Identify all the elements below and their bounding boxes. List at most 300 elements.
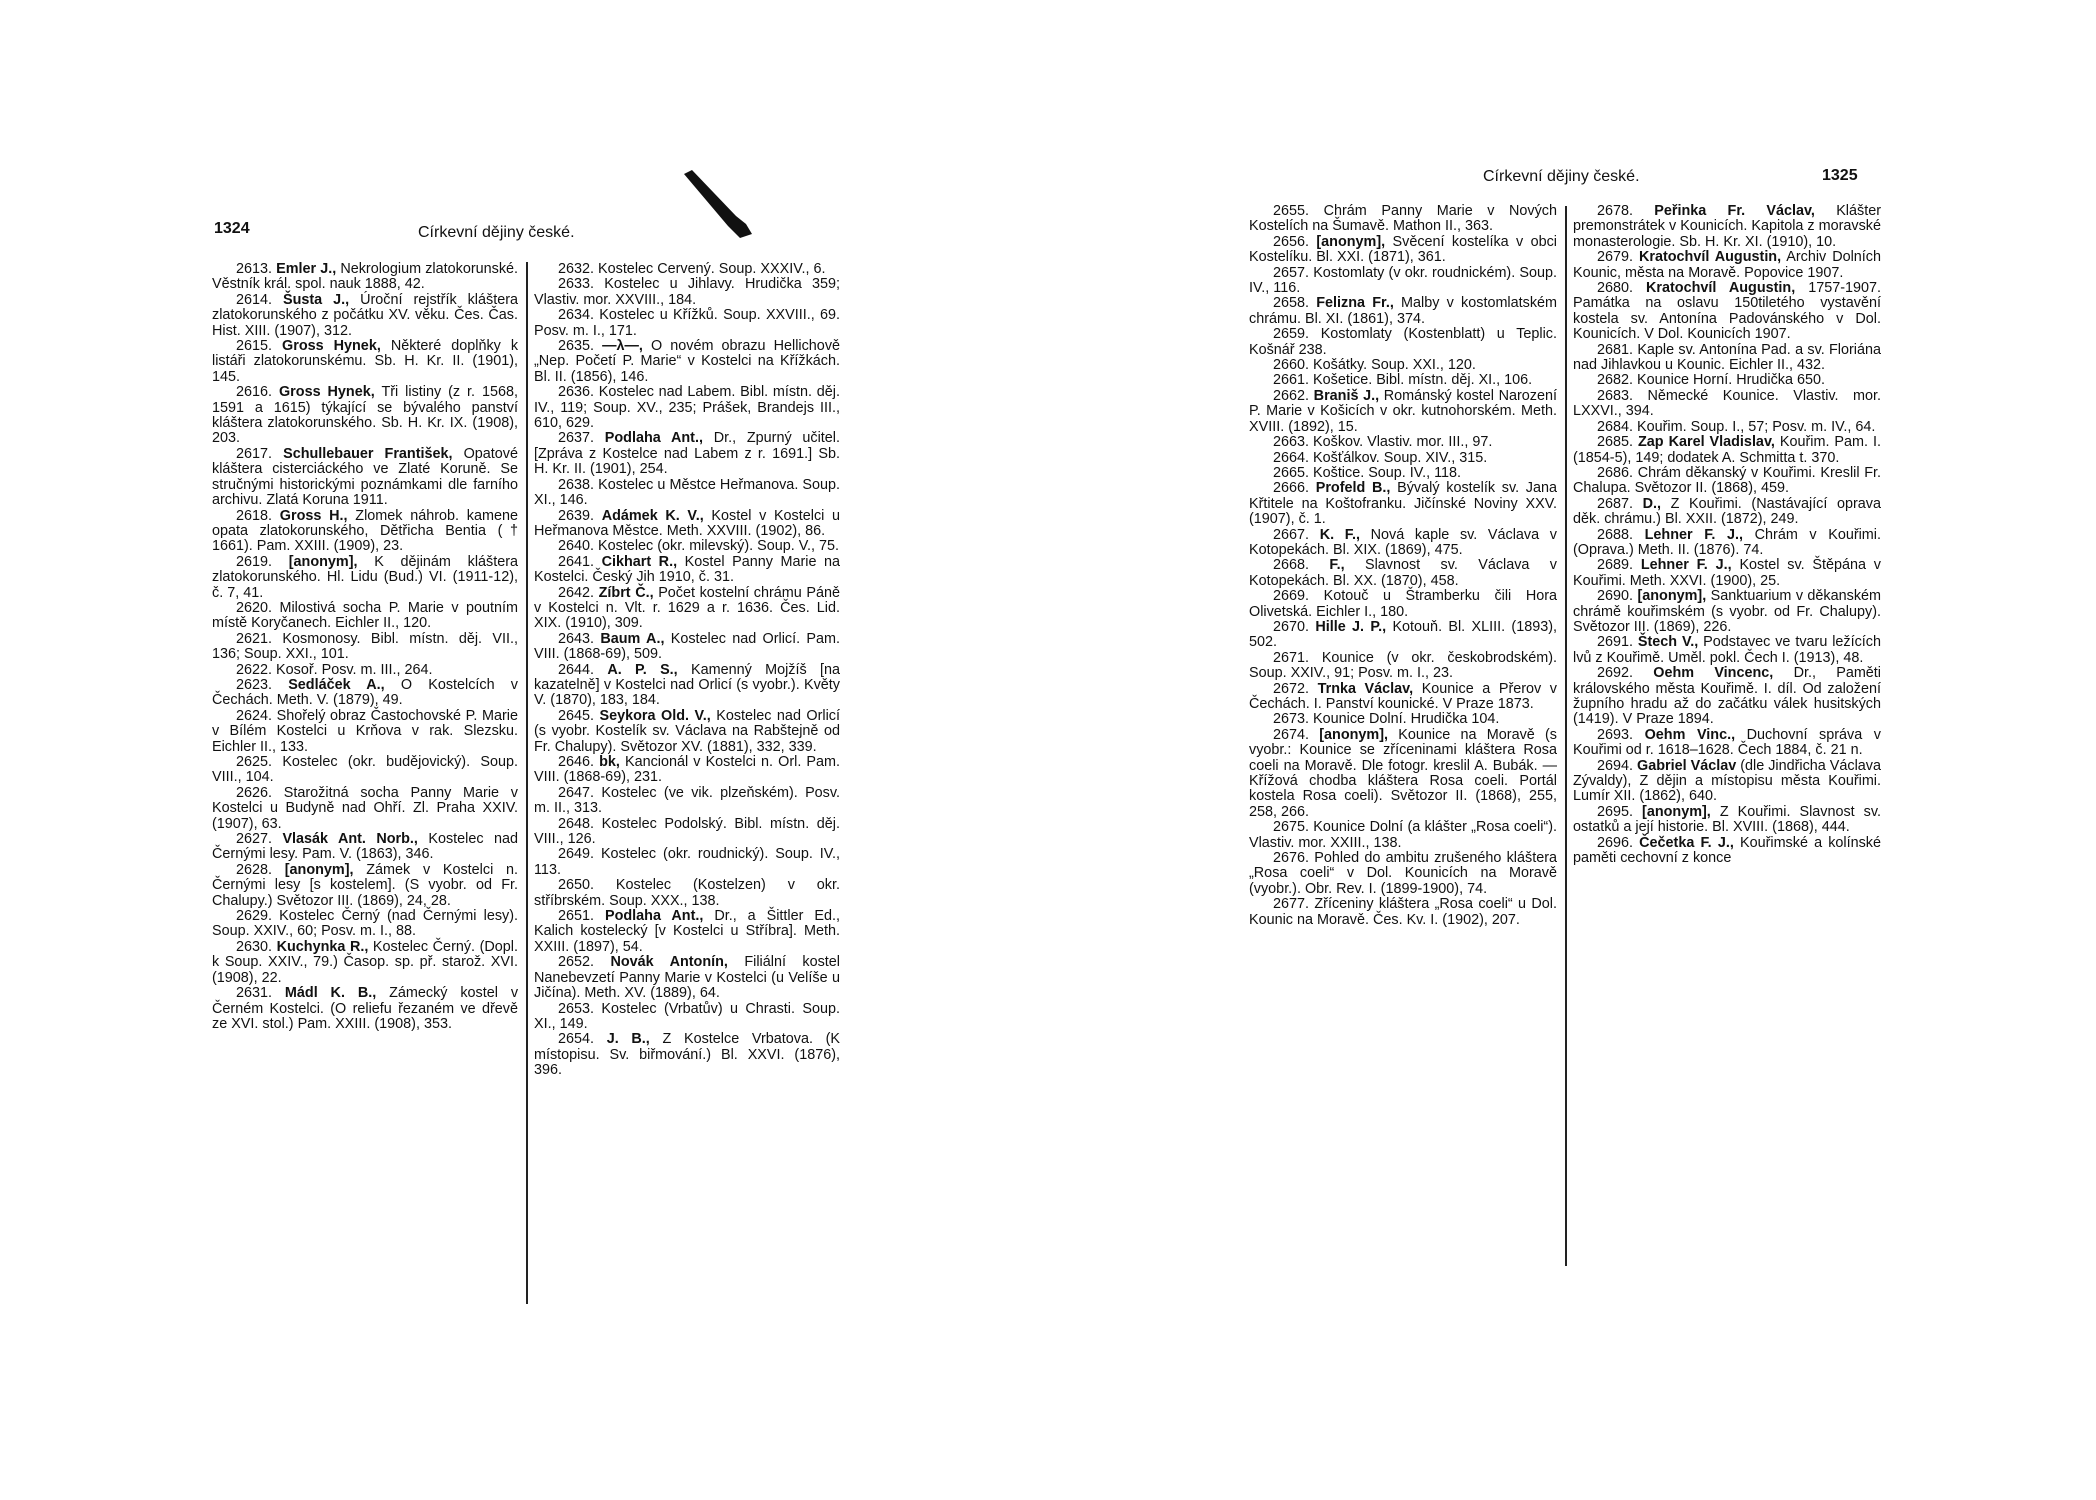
entry-number: 2630. <box>236 938 273 955</box>
bibliography-entry <box>1573 373 1881 388</box>
entry-number: 2615. <box>236 338 273 355</box>
entry-number: 2696. <box>1597 834 1634 851</box>
bibliography-entry <box>534 308 840 339</box>
entry-number: 2678. <box>1597 204 1634 219</box>
entry-text: Kostelec Červený. Soup. XXXIV., 6. <box>598 262 826 277</box>
entry-text: Kamenný Mojžíš [na kazatelně] v Kostelci nad Orlicí (s vyobr.). Květy V. (1870), 183, 184. <box>534 661 840 709</box>
right-column-1 <box>1249 204 1557 1269</box>
right-page-header: Církevní dějiny české. <box>1483 168 1640 185</box>
entry-number: 2651. <box>558 908 595 925</box>
left-page-header: Církevní dějiny české. <box>418 224 575 241</box>
entry-number: 2659. <box>1273 326 1310 343</box>
entry-number: 2681. <box>1597 341 1634 358</box>
bibliography-entry <box>534 817 840 848</box>
entry-number: 2690. <box>1597 588 1634 605</box>
bibliography-entry <box>534 385 840 431</box>
entry-number: 2674. <box>1273 726 1310 743</box>
entry-author: Gabriel Václav <box>1637 757 1737 774</box>
bibliography-entry <box>1249 528 1557 559</box>
entry-text: Dr., Paměti královského města Kouřimě. I. díl. Od založení župního hradu až do začátku válek husitských (1419). V Praze 1894. <box>1573 665 1881 728</box>
bibliography-entry <box>1249 327 1557 358</box>
entry-number: 2619. <box>236 553 273 570</box>
entry-text: Kostelec (ve vik. plzeňském). Posv. m. II., 313. <box>534 784 840 817</box>
entry-number: 2631. <box>236 985 273 1002</box>
entry-author: Mádl K. B., <box>284 985 377 1002</box>
entry-author: [anonym], <box>284 861 354 878</box>
entry-author: Lehner F. J., <box>1640 557 1732 574</box>
entry-number: 2689. <box>1597 557 1634 574</box>
entry-number: 2643. <box>558 630 595 647</box>
left-column-2 <box>534 262 840 1312</box>
entry-number: 2685. <box>1597 434 1634 451</box>
entry-number: 2668. <box>1273 557 1310 574</box>
entry-number: 2688. <box>1597 526 1634 543</box>
entry-number: 2635. <box>558 338 595 355</box>
bibliography-entry <box>1573 635 1881 666</box>
entry-author: Šusta J., <box>282 291 350 308</box>
entry-text: Kouřimské a kolínské paměti cechovní z konce <box>1573 834 1881 867</box>
entry-number: 2694. <box>1597 757 1634 774</box>
entry-number: 2638. <box>558 476 595 493</box>
entry-author: Trnka Václav, <box>1317 680 1414 697</box>
bibliography-entry <box>1573 343 1881 374</box>
bibliography-entry <box>1573 759 1881 805</box>
entry-number: 2656. <box>1273 233 1310 250</box>
entry-text: Milostivá socha P. Marie v poutním místě Koryčanech. Eichler II., 120. <box>212 599 518 632</box>
entry-text: 1757-1907. Památka na oslavu 150tiletého vystavění kostela sv. Antonína Padovánského v Dol. Kounicích. V Dol. Kounicích 1907. <box>1573 280 1881 343</box>
entry-author: Gross H., <box>279 507 348 524</box>
bibliography-entry <box>1249 620 1557 651</box>
entry-text: Kounice a Přerov v Čechách. I. Panství kounické. V Praze 1873. <box>1249 680 1557 712</box>
entry-text: Chrám Panny Marie v Nových Kostelích na Šumavě. Mathon II., 363. <box>1249 204 1557 235</box>
entry-author: Cikhart R., <box>601 553 678 570</box>
bibliography-entry <box>534 262 840 277</box>
entry-text: Kotouň. Bl. XLIII. (1893), 502. <box>1249 618 1557 651</box>
entry-author: Adámek K. V., <box>601 507 704 524</box>
entry-author: Hille J. P., <box>1315 618 1387 635</box>
entry-text: Románský kostel Narození P. Marie v Košicích v okr. kutnohorském. Meth. XVIII. (1892), 15. <box>1249 387 1557 435</box>
entry-text: O Kostelcích v Čechách. Meth. V. (1879), 49. <box>212 676 518 709</box>
entry-text: Opatové kláštera cisterciáckého ve Zlaté Koruně. Se stručnými historickými poznámkami dle farního archivu. Zlatá Koruna 1911. <box>212 445 518 509</box>
entry-text: Kouřim. Pam. I. (1854-5), 149; dodatek A. Schmitta t. 370. <box>1573 434 1881 466</box>
entry-number: 2667. <box>1273 526 1310 543</box>
entry-text: Kostelec (Kostelzen) v okr. stříbrském. Soup. XXX., 138. <box>534 877 840 909</box>
entry-author: [anonym], <box>1637 588 1707 605</box>
bibliography-entry <box>212 678 518 709</box>
entry-text: Z Kostelce Vrbatova. (K místopisu. Sv. biřmování.) Bl. XXVI. (1876), 396. <box>534 1031 840 1079</box>
bibliography-entry <box>1573 589 1881 635</box>
entry-text: Kostomlaty (Kostenblatt) u Teplic. Košnář 238. <box>1249 326 1557 358</box>
entry-text: Kosoř. Posv. m. III., 264. <box>276 661 433 678</box>
bibliography-entry <box>534 431 840 477</box>
bibliography-entry <box>1573 805 1881 836</box>
entry-number: 2662. <box>1273 387 1310 404</box>
entry-author: —λ—, <box>602 338 643 355</box>
column-divider <box>1565 206 1567 1266</box>
left-column-1 <box>212 262 518 1312</box>
entry-author: Seykora Old. V., <box>599 707 711 724</box>
entry-text: Duchovní správa v Kouřimi od r. 1618–1628. Čech 1884, č. 21 n. <box>1573 726 1881 759</box>
entry-text: Pohled do ambitu zrušeného kláštera „Rosa coeli“ v Dol. Kounicích na Moravě (vyobr.). Obr. Rev. I. (1899-1900), 74. <box>1249 850 1557 897</box>
entry-text: Kostel v Kostelci u Heřmanova Městce. Meth. XXVIII. (1902), 86. <box>534 507 840 539</box>
entry-number: 2663. <box>1273 434 1310 451</box>
bibliography-entry <box>534 847 840 878</box>
bibliography-entry <box>212 632 518 663</box>
entry-author: Braniš J., <box>1313 387 1380 404</box>
entry-number: 2621. <box>236 630 273 647</box>
entry-text: Kostomlaty (v okr. roudnickém). Soup. IV., 116. <box>1249 264 1557 297</box>
bibliography-entry <box>1249 435 1557 450</box>
bibliography-entry <box>1249 820 1557 851</box>
entry-author: [anonym], <box>1316 233 1386 250</box>
entry-author: [anonym], <box>1642 803 1711 820</box>
column-divider <box>526 262 528 1304</box>
entry-text: Kounice na Moravě (s vyobr.: Kounice se zříceninami kláštera Rosa coeli na Moravě. Dle fotogr. kreslil A. Bubák. — Křížová chodba kláštera Rosa coeli. Portál kostela Rosa coeli). Světozor II. (1868), 255, 258, 266. <box>1249 726 1557 820</box>
entry-author: Novák Antonín, <box>610 954 728 971</box>
bibliography-entry <box>1249 682 1557 713</box>
entry-text: Úroční rejstřík kláštera zlatokorunského z počátku XV. věku. Čes. Čas. Hist. XIII. (1907), 312. <box>212 291 518 339</box>
bibliography-entry <box>1249 204 1557 235</box>
entry-number: 2673. <box>1273 711 1310 728</box>
entry-number: 2639. <box>558 507 595 524</box>
entry-text: O novém obrazu Hellichově „Nep. Početí P. Marie“ v Kostelci na Křížkách. Bl. II. (1856), 146. <box>534 338 840 385</box>
entry-number: 2682. <box>1597 372 1634 389</box>
entry-number: 2672. <box>1273 680 1310 697</box>
entry-number: 2648. <box>558 815 595 832</box>
bibliography-entry <box>1249 558 1557 589</box>
entry-author: Emler J., <box>276 262 337 277</box>
bibliography-entry <box>1573 528 1881 559</box>
entry-number: 2646. <box>558 754 595 770</box>
entry-author: Kratochvíl Augustin, <box>1638 249 1782 266</box>
entry-text: Z Kouřimi. Slavnost sv. ostatků a její historie. Bl. XVIII. (1868), 444. <box>1573 803 1881 836</box>
bibliography-entry <box>534 786 840 817</box>
entry-text: Svěcení kostelíka v obci Kostelíku. Bl. XXI. (1871), 361. <box>1249 233 1557 266</box>
entry-number: 2665. <box>1273 464 1310 481</box>
bibliography-entry <box>1573 728 1881 759</box>
bibliography-entry <box>534 277 840 308</box>
entry-author: Schullebauer František, <box>283 445 453 462</box>
entry-number: 2641. <box>558 553 595 570</box>
entry-text: Archiv Dolních Kounic, města na Moravě. Popovice 1907. <box>1573 249 1881 281</box>
entry-author: Podlaha Ant., <box>604 430 703 447</box>
bibliography-entry <box>1573 497 1881 528</box>
bibliography-entry <box>534 586 840 632</box>
bibliography-entry <box>212 909 518 940</box>
entry-number: 2618. <box>236 507 273 524</box>
entry-text: Kostelec Černý (nad Černými lesy). Soup. XXIV., 60; Posv. m. I., 88. <box>212 908 518 940</box>
bibliography-entry <box>1573 204 1881 250</box>
bibliography-entry <box>534 709 840 755</box>
bibliography-entry <box>1249 296 1557 327</box>
bibliography-entry <box>212 385 518 447</box>
entry-author: Čečetka F. J., <box>1639 834 1734 851</box>
entry-number: 2680. <box>1597 280 1634 297</box>
entry-number: 2616. <box>236 384 273 401</box>
entry-text: Zlomek náhrob. kamene opata zlatokorunského, Dětřicha Bentia († 1661). Pam. XXIII. (1909), 23. <box>212 507 518 555</box>
entry-number: 2642. <box>558 584 595 601</box>
entry-text: Kounice Dolní. Hrudička 104. <box>1313 711 1500 728</box>
entry-author: D., <box>1642 495 1662 512</box>
entry-number: 2664. <box>1273 449 1310 466</box>
entry-number: 2623. <box>236 676 273 693</box>
bibliography-entry <box>212 832 518 863</box>
entry-text: Kostel Panny Marie na Kostelci. Český Jih 1910, č. 31. <box>534 553 840 586</box>
entry-text: Zámek v Kostelci n. Černými lesy [s kostelem]. (S vyobr. od Fr. Chalupy.) Světozor III. (1869), 24, 28. <box>212 861 518 909</box>
entry-author: K. F., <box>1319 526 1360 543</box>
entry-text: Bývalý kostelík sv. Jana Křtitele na Koštofranku. Jičínské Noviny XXV. (1907), č. 1. <box>1249 480 1557 528</box>
entry-text: Kostelec u Křížků. Soup. XXVIII., 69. Posv. m. I., 171. <box>534 307 840 339</box>
bibliography-entry <box>1573 435 1881 466</box>
entry-number: 2650. <box>558 877 595 894</box>
entry-number: 2636. <box>558 384 595 401</box>
right-column-2 <box>1573 204 1881 1269</box>
entry-number: 2620. <box>236 599 273 616</box>
bibliography-entry <box>534 632 840 663</box>
entry-author: Kratochvíl Augustin, <box>1646 280 1796 297</box>
entry-text: Kostelec Podolský. Bibl. místn. děj. VIII., 126. <box>534 815 840 848</box>
entry-text: Tři listiny (z r. 1568, 1591 a 1615) týkající se bývalého panství kláštera zlatokorunského. Sb. H. Kr. IX. (1908), 203. <box>212 384 518 447</box>
right-page-number: 1325 <box>1822 167 1858 184</box>
entry-text: (dle Jindřicha Václava Zývaldy), Z dějin a místopisu města Kouřimi. Lumír XII. (1862), 640. <box>1573 757 1881 805</box>
entry-text: Chrám v Kouřimi. (Oprava.) Meth. II. (1876). 74. <box>1573 526 1881 558</box>
entry-author: Gross Hynek, <box>282 338 381 355</box>
entry-number: 2676. <box>1273 850 1310 867</box>
bibliography-entry <box>534 755 840 786</box>
entry-number: 2647. <box>558 784 595 801</box>
entry-text: Chrám děkanský v Kouřimi. Kreslil Fr. Chalupa. Světozor II. (1868), 459. <box>1573 464 1881 497</box>
entry-number: 2675. <box>1273 819 1310 836</box>
bibliography-entry <box>212 601 518 632</box>
bibliography-entry <box>212 339 518 385</box>
entry-text: Sanktuarium v děkanském chrámě kouřimském (s vyobr. od Fr. Chalupy). Světozor III. (1869), 226. <box>1573 588 1881 635</box>
entry-text: Malby v kostomlatském chrámu. Bl. XI. (1861), 374. <box>1249 295 1557 327</box>
entry-author: bk, <box>599 754 620 770</box>
entry-number: 2657. <box>1273 264 1310 281</box>
entry-text: Kostelec (okr. roudnický). Soup. IV., 113. <box>534 846 840 878</box>
entry-number: 2625. <box>236 754 273 770</box>
bibliography-entry <box>1573 666 1881 728</box>
entry-number: 2652. <box>558 954 595 971</box>
bibliography-entry <box>534 339 840 385</box>
entry-text: Kostelec Černý. (Dopl. k Soup. XXIV., 79.) Časop. sp. př. starož. XVI. (1908), 22. <box>212 938 518 986</box>
bibliography-entry <box>212 262 518 293</box>
bibliography-entry <box>1249 451 1557 466</box>
entry-author: Baum A., <box>600 630 665 647</box>
bibliography-entry <box>534 539 840 554</box>
bibliography-entry <box>1573 250 1881 281</box>
entry-author: Zíbrt Č., <box>598 584 654 601</box>
bibliography-entry <box>1249 358 1557 373</box>
entry-number: 2692. <box>1597 665 1634 682</box>
entry-number: 2691. <box>1597 634 1634 651</box>
entry-number: 2622. <box>236 661 273 678</box>
bibliography-entry <box>212 509 518 555</box>
entry-author: [anonym], <box>288 553 358 570</box>
bibliography-entry <box>534 878 840 909</box>
entry-number: 2695. <box>1597 803 1634 820</box>
entry-text: Počet kostelní chrámu Páně v Kostelci n. Vlt. r. 1629 a r. 1636. Čes. Lid. XIX. (1910), 309. <box>534 584 840 632</box>
entry-author: Podlaha Ant., <box>604 908 704 925</box>
bibliography-entry <box>1573 389 1881 420</box>
bibliography-entry <box>534 509 840 540</box>
entry-number: 2654. <box>558 1031 595 1048</box>
entry-number: 2644. <box>558 661 595 678</box>
entry-text: Košátky. Soup. XXI., 120. <box>1313 357 1476 374</box>
entry-number: 2683. <box>1597 387 1634 404</box>
entry-number: 2658. <box>1273 295 1310 312</box>
bibliography-entry <box>1249 851 1557 897</box>
entry-text: Kostelec nad Orlicí (s vyobr. Kostelík sv. Václava na Rabštejně od Fr. Chalupy). Světozor XV. (1881), 332, 339. <box>534 707 840 755</box>
entry-number: 2653. <box>558 1000 595 1017</box>
entry-number: 2628. <box>236 861 273 878</box>
bibliography-entry <box>1573 558 1881 589</box>
entry-author: Zap Karel Vladislav, <box>1638 434 1775 451</box>
entry-number: 2670. <box>1273 618 1310 635</box>
entry-author: Lehner F. J., <box>1644 526 1744 543</box>
entry-number: 2634. <box>558 307 595 324</box>
entry-number: 2617. <box>236 445 273 462</box>
entry-author: [anonym], <box>1319 726 1389 743</box>
bibliography-entry <box>1249 235 1557 266</box>
entry-text: Filiální kostel Nanebevzetí Panny Marie v Kostelci (u Velíše u Jičína). Meth. XV. (1889), 64. <box>534 954 840 1002</box>
entry-text: Kostel sv. Štěpána v Kouřimi. Meth. XXVI. (1900), 25. <box>1573 557 1881 589</box>
bibliography-entry <box>1249 712 1557 727</box>
entry-text: Kounice (v okr. českobrodském). Soup. XXIV., 91; Posv. m. I., 23. <box>1249 649 1557 682</box>
entry-number: 2686. <box>1597 464 1634 481</box>
entry-number: 2666. <box>1273 480 1310 497</box>
entry-text: Kostelec (okr. milevský). Soup. V., 75. <box>598 538 840 555</box>
entry-number: 2637. <box>558 430 595 447</box>
entry-text: Koštice. Soup. IV., 118. <box>1313 464 1462 481</box>
bibliography-entry <box>1249 651 1557 682</box>
bibliography-entry <box>534 555 840 586</box>
entry-author: A. P. S., <box>607 661 678 678</box>
entry-text: Košetice. Bibl. místn. děj. XI., 106. <box>1313 372 1533 389</box>
bibliography-entry <box>1249 389 1557 435</box>
entry-number: 2679. <box>1597 249 1634 266</box>
bibliography-entry <box>212 940 518 986</box>
entry-number: 2649. <box>558 846 595 863</box>
entry-text: Koškov. Vlastiv. mor. III., 97. <box>1313 434 1493 451</box>
bibliography-entry <box>212 755 518 786</box>
entry-text: Starožitná socha Panny Marie v Kostelci u Budyně nad Ohří. Zl. Praha XXIV. (1907), 63. <box>212 784 518 832</box>
left-page-number: 1324 <box>214 220 250 237</box>
bibliography-entry <box>1249 466 1557 481</box>
entry-number: 2693. <box>1597 726 1634 743</box>
entry-number: 2632. <box>558 262 595 277</box>
bibliography-entry <box>1249 728 1557 820</box>
entry-number: 2645. <box>558 707 595 724</box>
entry-number: 2687. <box>1597 495 1634 512</box>
entry-text: Kaple sv. Antonína Pad. a sv. Floriána nad Jihlavkou u Kounic. Eichler II., 432. <box>1573 341 1881 374</box>
entry-text: Kosmonosy. Bibl. místn. děj. VII., 136; Soup. XXI., 101. <box>212 630 518 663</box>
entry-text: Kostelec u Jihlavy. Hrudička 359; Vlastiv. mor. XXVIII., 184. <box>534 276 840 308</box>
entry-text: K dějinám kláštera zlatokorunského. Hl. Lidu (Bud.) VI. (1911-12), č. 7, 41. <box>212 553 518 601</box>
entry-author: Felizna Fr., <box>1316 295 1394 312</box>
entry-number: 2660. <box>1273 357 1310 374</box>
entry-author: Peřinka Fr. Václav, <box>1654 204 1815 219</box>
bibliography-entry <box>212 447 518 509</box>
bibliography-entry <box>1573 281 1881 343</box>
bibliography-entry <box>534 1002 840 1033</box>
entry-author: Kuchynka R., <box>276 938 369 955</box>
entry-text: Kostelec nad Labem. Bibl. místn. děj. IV., 119; Soup. XV., 235; Prášek, Brandejs III., 610, 629. <box>534 384 840 432</box>
bibliography-entry <box>212 709 518 755</box>
entry-number: 2633. <box>558 276 595 293</box>
bibliography-entry <box>1249 373 1557 388</box>
entry-number: 2614. <box>236 291 273 308</box>
entry-text: Kostelec u Městce Heřmanova. Soup. XI., 146. <box>534 476 840 509</box>
bibliography-entry <box>212 663 518 678</box>
entry-number: 2640. <box>558 538 595 555</box>
entry-author: F., <box>1329 557 1345 574</box>
entry-text: Kostelec (Vrbatův) u Chrasti. Soup. XI., 149. <box>534 1000 840 1032</box>
bibliography-entry <box>1573 420 1881 435</box>
entry-text: Některé doplňky k listáři zlatokorunskému. Sb. H. Kr. II. (1901), 145. <box>212 338 518 385</box>
entry-text: Klášter premonstrátek v Kounicích. Kapitola z moravské monasterologie. Sb. H. Kr. XI. (1910), 10. <box>1573 204 1881 250</box>
entry-text: Kancionál v Kostelci n. Orl. Pam. VIII. (1868-69), 231. <box>534 754 840 786</box>
entry-number: 2613. <box>236 262 273 277</box>
bibliography-entry <box>534 909 840 955</box>
bibliography-entry <box>1249 266 1557 297</box>
bibliography-entry <box>534 478 840 509</box>
entry-author: Gross Hynek, <box>278 384 375 401</box>
entry-text: Kostelec nad Černými lesy. Pam. V. (1863), 346. <box>212 831 518 863</box>
bibliography-entry <box>212 986 518 1032</box>
entry-number: 2677. <box>1273 896 1310 913</box>
entry-text: Košťálkov. Soup. XIV., 315. <box>1313 449 1488 466</box>
entry-text: Nová kaple sv. Václava v Kotopekách. Bl. XIX. (1869), 475. <box>1249 526 1557 558</box>
scan-smudge <box>680 168 760 248</box>
bibliography-entry <box>212 293 518 339</box>
entry-number: 2629. <box>236 908 273 925</box>
entry-number: 2684. <box>1597 418 1634 435</box>
entry-number: 2627. <box>236 831 273 848</box>
bibliography-entry <box>1573 466 1881 497</box>
entry-author: Vlasák Ant. Norb., <box>282 831 418 848</box>
entry-text: Kounice Dolní (a klášter „Rosa coeli“). Vlastiv. mor. XXIII., 138. <box>1249 819 1557 851</box>
bibliography-entry <box>534 663 840 709</box>
bibliography-entry <box>534 1032 840 1078</box>
entry-text: Kostelec nad Orlicí. Pam. VIII. (1868-69), 509. <box>534 630 840 663</box>
bibliography-entry <box>1573 836 1881 867</box>
entry-text: Zříceniny kláštera „Rosa coeli“ u Dol. Kounic na Moravě. Čes. Kv. I. (1902), 207. <box>1249 896 1557 928</box>
entry-author: Profeld B., <box>1315 480 1391 497</box>
bibliography-entry <box>1249 589 1557 620</box>
entry-number: 2671. <box>1273 649 1310 666</box>
bibliography-entry <box>212 863 518 909</box>
entry-text: Německé Kounice. Vlastiv. mor. LXXVI., 394. <box>1573 387 1881 420</box>
entry-text: Z Kouřimi. (Nastávající oprava děk. chrámu.) Bl. XXII. (1872), 249. <box>1573 495 1881 528</box>
entry-number: 2624. <box>236 707 273 724</box>
entry-author: J. B., <box>606 1031 650 1048</box>
entry-author: Sedláček A., <box>288 676 385 693</box>
entry-text: Zámecký kostel v Černém Kostelci. (O reliefu řezaném ve dřevě ze XVI. stol.) Pam. XXIII. (1908), 353. <box>212 985 518 1032</box>
bibliography-entry <box>212 555 518 601</box>
entry-text: Kostelec (okr. budějovický). Soup. VIII., 104. <box>212 754 518 786</box>
entry-number: 2655. <box>1273 204 1310 219</box>
bibliography-entry <box>1249 481 1557 527</box>
entry-author: Štech V., <box>1637 634 1699 651</box>
bibliography-entry <box>534 955 840 1001</box>
entry-text: Shořelý obraz Častochovské P. Marie v Bílém Kostelci u Krňova v rak. Slezsku. Eichler II., 133. <box>212 707 518 755</box>
entry-text: Kouřim. Soup. I., 57; Posv. m. IV., 64. <box>1637 418 1876 435</box>
entry-text: Nekrologium zlatokorunské. Věstník král. spol. nauk 1888, 42. <box>212 262 518 293</box>
entry-text: Podstavec ve tvaru ležících lvů z Kouřimě. Uměl. pokl. Čech I. (1913), 48. <box>1573 634 1881 666</box>
entry-number: 2626. <box>236 784 273 801</box>
entry-number: 2669. <box>1273 588 1310 605</box>
